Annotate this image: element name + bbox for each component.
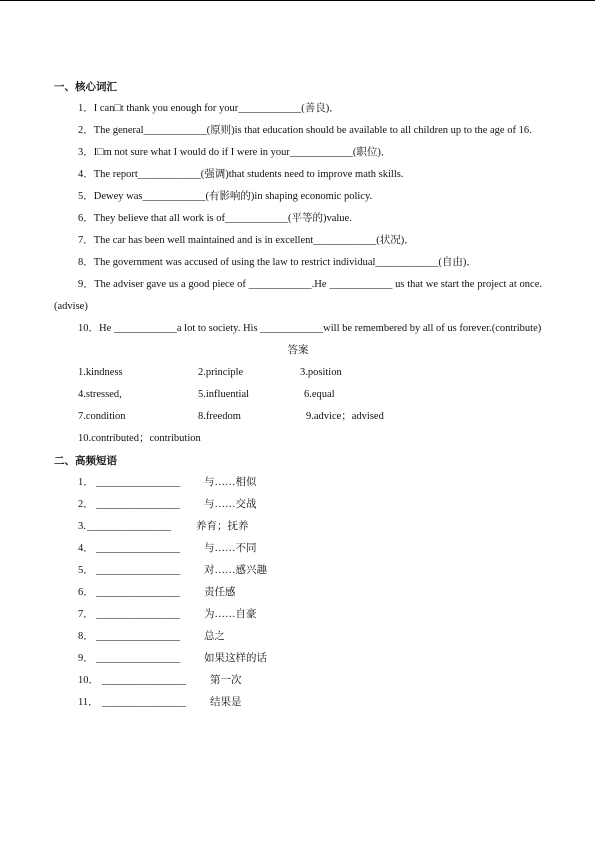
answers-title: 答案 xyxy=(287,345,309,356)
question-6: 6．They believe that all work is of____________(平等的)value. xyxy=(78,213,352,224)
phrase-item xyxy=(54,648,542,670)
phrase-blank: ________________ xyxy=(96,499,180,510)
answer-row xyxy=(54,362,542,384)
answer-row xyxy=(54,384,542,406)
answer-row xyxy=(54,406,542,428)
answer-item: 6.equal xyxy=(304,389,335,400)
phrase-meaning: 结果是 xyxy=(210,697,242,708)
phrase-item xyxy=(54,626,542,648)
phrase-meaning: 第一次 xyxy=(210,675,242,686)
question-9: 9．The adviser gave us a good piece of ____________.He ____________ us that we start the project at once.(advise) xyxy=(54,279,542,312)
phrase-blank: ________________ xyxy=(96,565,180,576)
answer-item: 9.advice；advised xyxy=(306,411,384,422)
question-3: 3．I□m not sure what I would do if I were in your____________(职位)． xyxy=(78,147,392,158)
phrase-meaning: 责任感 xyxy=(204,587,236,598)
phrase-number: 9． xyxy=(78,653,94,664)
phrase-item xyxy=(54,472,542,494)
phrase-item xyxy=(54,560,542,582)
phrase-blank: ________________ xyxy=(96,543,180,554)
answer-item: 1.kindness xyxy=(78,367,123,378)
phrase-meaning: 与……不同 xyxy=(204,543,257,554)
question-4: 4．The report____________(强调)that students need to improve math skills. xyxy=(78,169,404,180)
phrase-list xyxy=(54,472,542,714)
phrase-item xyxy=(54,670,542,692)
answer-item: 4.stressed, xyxy=(78,389,122,400)
answer-item: 2.principle xyxy=(198,367,244,378)
phrase-item xyxy=(54,582,542,604)
phrase-number: 6． xyxy=(78,587,94,598)
phrase-meaning: 与……交战 xyxy=(204,499,257,510)
phrase-meaning: 如果这样的话 xyxy=(204,653,267,664)
answer-item: 5.influential xyxy=(198,389,250,400)
vocabulary-questions xyxy=(54,98,542,340)
phrase-number: 1． xyxy=(78,477,94,488)
phrase-item xyxy=(54,538,542,560)
answer-last: 10.contributed；contribution xyxy=(78,433,201,444)
answer-item: 3.position xyxy=(300,367,342,378)
phrase-meaning: 为……自豪 xyxy=(204,609,257,620)
question-1: 1．I can□t thank you enough for your____________(善良)． xyxy=(78,103,340,114)
phrase-number: 8． xyxy=(78,631,94,642)
phrase-blank: ________________ xyxy=(102,675,186,686)
phrase-number: 10． xyxy=(78,675,99,686)
question-8: 8．The government was accused of using the law to restrict individual____________(自由)． xyxy=(78,257,477,268)
phrase-meaning: 总之 xyxy=(204,631,225,642)
phrase-blank: ________________ xyxy=(87,521,171,532)
question-7: 7．The car has been well maintained and is in excellent____________(状况)． xyxy=(78,235,415,246)
question-2: 2．The general____________(原则)is that education should be available to all children up to the age of 16. xyxy=(78,125,532,136)
question-10: 10．He ____________a lot to society. His ____________will be remembered by all of us forever.(contribute) xyxy=(78,323,542,334)
worksheet xyxy=(54,76,542,714)
phrase-number: 7． xyxy=(78,609,94,620)
phrase-number: 11． xyxy=(78,697,99,708)
phrase-blank: ________________ xyxy=(96,587,180,598)
section-title-phrases: 二、高频短语 xyxy=(54,455,117,467)
phrase-item xyxy=(54,604,542,626)
phrase-blank: ________________ xyxy=(96,653,180,664)
phrase-meaning: 养育；抚养 xyxy=(196,521,249,532)
phrase-meaning: 与……相似 xyxy=(204,477,257,488)
phrase-blank: ________________ xyxy=(96,477,180,488)
phrase-blank: ________________ xyxy=(96,609,180,620)
section-title-vocabulary: 一、核心词汇 xyxy=(54,81,117,93)
phrase-number: 5． xyxy=(78,565,94,576)
question-5: 5．Dewey was____________(有影响的)in shaping economic policy. xyxy=(78,191,373,202)
phrase-number: 2． xyxy=(78,499,94,510)
phrase-meaning: 对……感兴趣 xyxy=(204,565,267,576)
phrase-item xyxy=(54,494,542,516)
phrase-item xyxy=(54,692,542,714)
phrase-blank: ________________ xyxy=(102,697,186,708)
header-rule xyxy=(0,0,595,1)
answer-item: 7.condition xyxy=(78,411,126,422)
phrase-number: 4． xyxy=(78,543,94,554)
phrase-blank: ________________ xyxy=(96,631,180,642)
answer-item: 8.freedom xyxy=(198,411,241,422)
phrase-item xyxy=(54,516,542,538)
phrase-number: 3. xyxy=(78,521,86,532)
